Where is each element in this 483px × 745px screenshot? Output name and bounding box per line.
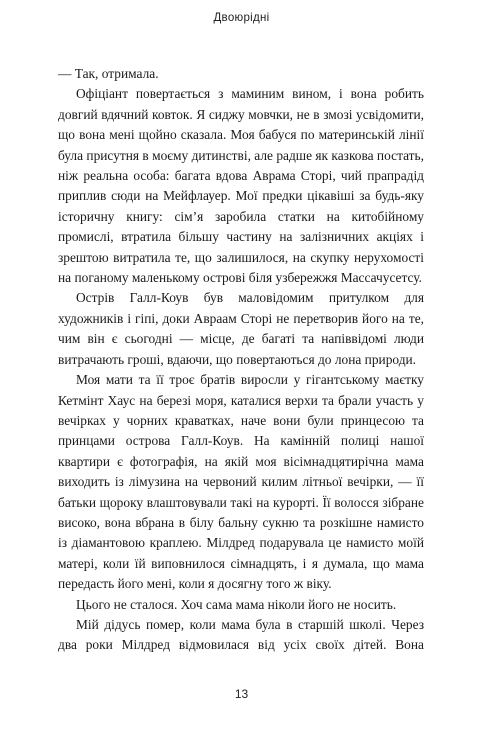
paragraph-waiter-wine: Офіціант повертається з маминим вином, і вона робить довгий вдячний ковток. Я сиджу мовчки, не в змозі усвідомити, що вона мені щойно сказала. Моя бабуся по материнській лінії була присутня в моєму дитинстві, але радше як казкова постать, ніж реальна особа: багата вдова Аврама Сторі, чий прапрадід приплив сюди на Мейфлауер. Мої предки цікавіші за будь-яку історичну книгу: сім’я заробила статки на китобійному промислі, втратила більшу частину на залізничних акціях і зрештою витратила те, що залишилося, на скупку нерухомості на поганому маленькому острові біля узбережжя Массачусетсу.: [58, 86, 424, 286]
page-number: 13: [234, 687, 249, 701]
paragraph-grandfather-died: Мій дідусь помер, коли мама була в старшій школі. Через два роки Мілдред відмовилася від усіх своїх дітей. Вона: [58, 616, 424, 653]
paragraph-dialogue: — Так, отримала.: [58, 66, 159, 81]
running-header-title: Двоюрідні: [213, 12, 270, 24]
paragraph-never-happened: Цього не сталося. Хоч сама мама ніколи його не носить.: [76, 596, 397, 612]
paragraph-catmint-house: Моя мати та її троє братів виросли у гігантському маєтку Кетмінт Хаус на березі моря, каталися верхи та брали участь у вечірках у чорних краватках, наче вони були принцесою та принцами острова Галл-Коув. На камінній полиці нашої квартири є фотографія, на якій моя вісімнадцятирічна мама виходить із лімузина на червоний килим літньої вечірки, — її батьки щороку влаштовували такі на курорті. Її волосся зібране високо, вона вбрана в білу бальну сукню та розкішне намисто із діамантовою краплею. Мілдред подарувала це намисто моїй матері, коли їй виповнилося сімнадцять, і я думала, що мама передасть його мені, коли я досягну того ж віку.: [58, 372, 424, 592]
paragraph-gull-cove-island: Острів Галл-Коув був маловідомим притулком для художників і гіпі, доки Авраам Сторі не перетворив його на те, чим він є сьогодні — місце, де багаті та напіввідомі люди витрачають гроші, вдаючи, що повертаються до лона природи.: [58, 290, 424, 367]
body-text: [58, 64, 424, 656]
